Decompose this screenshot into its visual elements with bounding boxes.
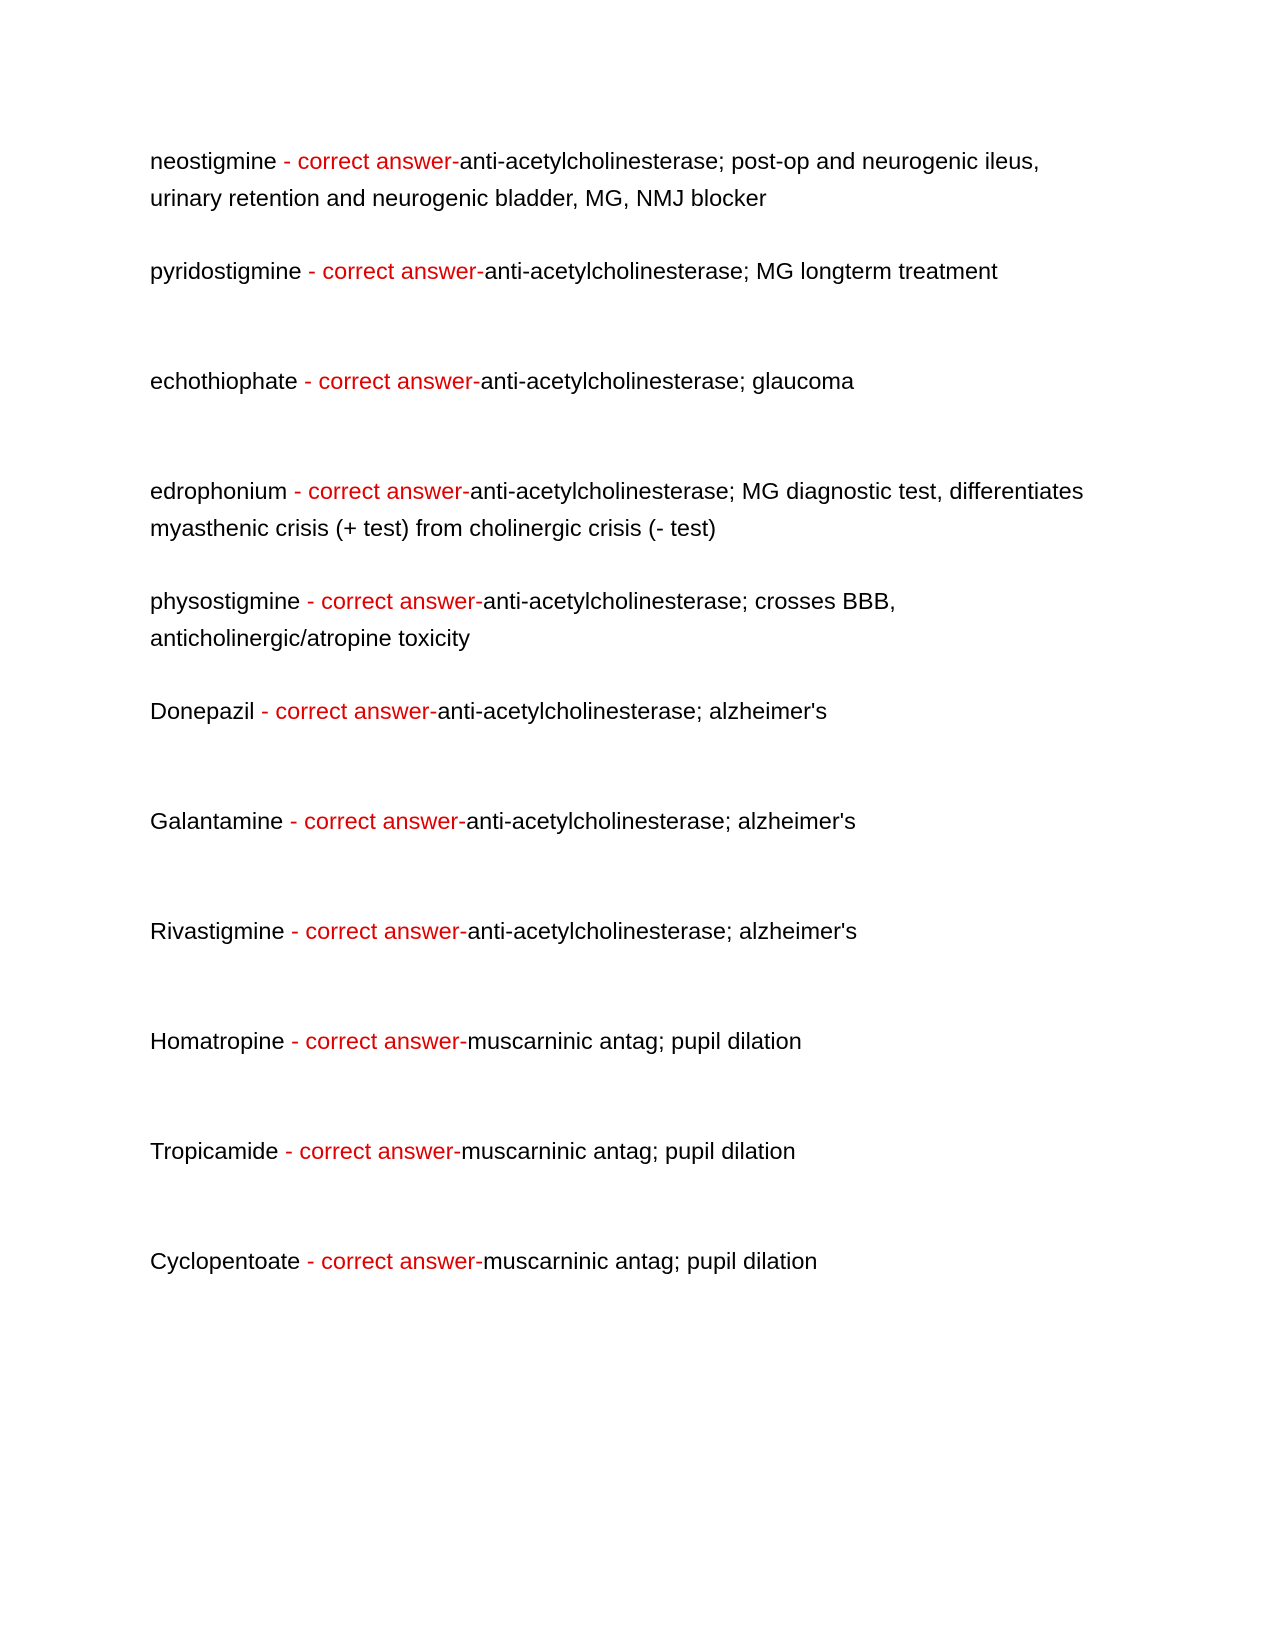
entry-answer: anti-acetylcholinesterase; alzheimer's [466,808,856,834]
flashcard-entry [150,473,1110,583]
flashcard-entry [150,1133,1110,1243]
entry-separator: - correct answer- [300,588,484,614]
entry-separator: - correct answer- [254,698,438,724]
flashcard-entry [150,1023,1110,1133]
entry-answer: anti-acetylcholinesterase; glaucoma [480,368,855,394]
flashcard-entry [150,693,1110,803]
entry-separator: - correct answer- [283,808,467,834]
entry-answer: muscarninic antag; pupil dilation [467,1028,802,1054]
entry-term: edrophonium [150,478,288,504]
entry-separator: - correct answer- [301,258,485,284]
flashcard-entry [150,913,1110,1023]
entry-separator: - correct answer- [287,478,471,504]
entry-term: neostigmine [150,148,277,174]
entry-answer: muscarninic antag; pupil dilation [461,1138,796,1164]
entry-term: Homatropine [150,1028,285,1054]
entry-answer: anti-acetylcholinesterase; MG longterm treatment [484,258,998,284]
entry-answer: anti-acetylcholinesterase; alzheimer's [467,918,858,944]
flashcard-list [150,143,1110,1353]
flashcard-entry [150,803,1110,913]
flashcard-entry [150,1243,1110,1353]
entry-term: Rivastigmine [150,918,285,944]
entry-term: pyridostigmine [150,258,302,284]
entry-term: Tropicamide [150,1138,279,1164]
entry-answer: anti-acetylcholinesterase; post-op and neurogenic ileus, urinary retention and neurogenic bladder, MG, NMJ blocker [150,148,1040,211]
entry-separator: - correct answer- [284,1028,468,1054]
entry-answer: muscarninic antag; pupil dilation [483,1248,818,1274]
entry-term: Galantamine [150,808,284,834]
flashcard-entry [150,363,1110,473]
entry-term: physostigmine [150,588,301,614]
entry-term: Donepazil [150,698,255,724]
entry-answer: anti-acetylcholinesterase; MG diagnostic test, differentiates myasthenic crisis (+ test) from cholinergic crisis (- test) [150,478,1084,541]
entry-separator: - correct answer- [278,1138,462,1164]
entry-separator: - correct answer- [276,148,460,174]
entry-answer: anti-acetylcholinesterase; alzheimer's [437,698,828,724]
entry-term: echothiophate [150,368,298,394]
entry-separator: - correct answer- [284,918,468,944]
entry-separator: - correct answer- [300,1248,484,1274]
entry-separator: - correct answer- [297,368,481,394]
flashcard-entry [150,253,1110,363]
flashcard-entry [150,143,1110,253]
flashcard-entry [150,583,1110,693]
entry-term: Cyclopentoate [150,1248,301,1274]
entry-answer: anti-acetylcholinesterase; crosses BBB, anticholinergic/atropine toxicity [150,588,896,651]
